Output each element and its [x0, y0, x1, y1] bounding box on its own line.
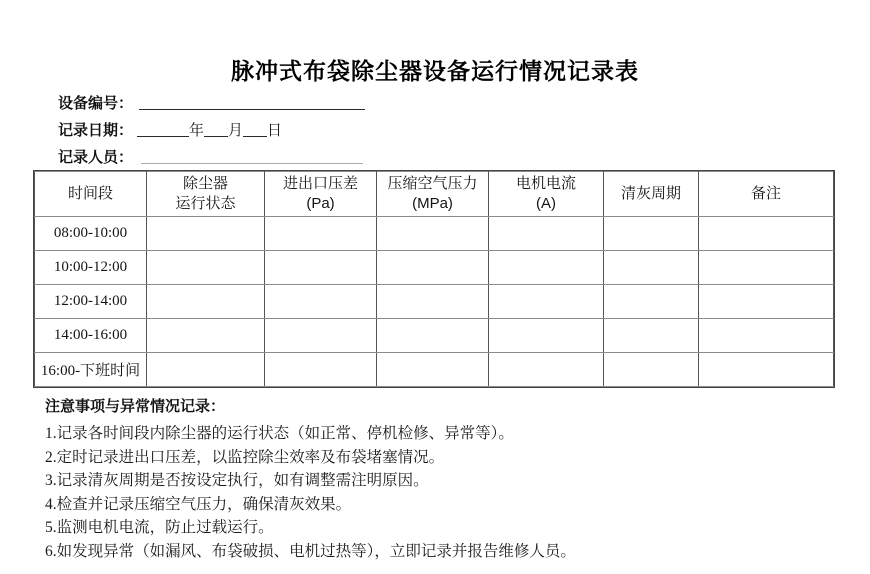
motor-current-cell [489, 285, 604, 319]
recorder-field [58, 146, 363, 166]
status-cell [147, 285, 265, 319]
cleaning-cycle-cell [604, 217, 699, 251]
pressure-diff-cell [265, 319, 377, 353]
table-header-row [35, 172, 834, 217]
day-suffix: 日 [267, 123, 283, 139]
remarks-cell [699, 285, 834, 319]
recorder-label: 记录人员： [58, 149, 134, 166]
cleaning-cycle-cell [604, 353, 699, 387]
pressure-diff-cell [265, 217, 377, 251]
time-period-cell: 10:00-12:00 [35, 251, 147, 285]
note-item: 3.记录清灰周期是否按设定执行，如有调整需注明原因。 [45, 472, 429, 489]
page-title: 脉冲式布袋除尘器设备运行情况记录表 [231, 59, 639, 84]
note-item: 6.如发现异常（如漏风、布袋破损、电机过热等），立即记录并报告维修人员。 [45, 542, 576, 560]
status-cell [147, 217, 265, 251]
pressure-diff-cell [265, 251, 377, 285]
year-suffix: 年 [189, 123, 205, 139]
cleaning-cycle-cell [604, 319, 699, 353]
time-period-cell: 08:00-10:00 [35, 217, 147, 251]
year-blank [137, 122, 189, 137]
remarks-cell [699, 251, 834, 285]
air-pressure-cell [377, 251, 489, 285]
note-item: 4.检查并记录压缩空气压力，确保清灰效果。 [45, 495, 352, 513]
time-period-cell: 16:00-下班时间 [35, 353, 147, 387]
col-header-remarks: 备注 [699, 172, 834, 217]
air-pressure-cell [377, 319, 489, 353]
record-date-label: 记录日期： [58, 122, 134, 139]
motor-current-cell [489, 217, 604, 251]
air-pressure-cell [377, 353, 489, 387]
col-header-status: 除尘器 运行状态 [147, 172, 265, 217]
time-period-cell: 14:00-16:00 [35, 319, 147, 353]
table-row [35, 251, 834, 285]
cleaning-cycle-cell [604, 285, 699, 319]
remarks-cell [699, 319, 834, 353]
note-item: 5.监测电机电流，防止过载运行。 [45, 519, 274, 536]
col-header-cleaning-cycle: 清灰周期 [604, 172, 699, 217]
status-cell [147, 353, 265, 387]
col-header-air-pressure: 压缩空气压力 (MPa) [377, 172, 489, 217]
table-row [35, 319, 834, 353]
notes-section [45, 395, 835, 563]
col-header-motor-current: 电机电流 (A) [489, 172, 604, 217]
device-number-label: 设备编号： [58, 95, 134, 112]
table-row [35, 217, 834, 251]
motor-current-cell [489, 319, 604, 353]
device-number-field [58, 92, 365, 112]
motor-current-cell [489, 353, 604, 387]
remarks-cell [699, 353, 834, 387]
motor-current-cell [489, 251, 604, 285]
record-date-field [58, 119, 282, 139]
note-item: 1.记录各时间段内除尘器的运行状态（如正常、停机检修、异常等）。 [45, 425, 514, 442]
day-blank [243, 122, 267, 137]
pressure-diff-cell [265, 353, 377, 387]
col-header-time: 时间段 [35, 172, 147, 217]
table-row [35, 353, 834, 387]
notes-heading: 注意事项与异常情况记录： [45, 398, 226, 415]
remarks-cell [699, 217, 834, 251]
record-table [33, 170, 835, 388]
month-suffix: 月 [228, 123, 244, 139]
table-row [35, 285, 834, 319]
air-pressure-cell [377, 217, 489, 251]
recorder-blank [141, 149, 363, 164]
status-cell [147, 319, 265, 353]
air-pressure-cell [377, 285, 489, 319]
note-item: 2.定时记录进出口压差，以监控除尘效率及布袋堵塞情况。 [45, 448, 445, 466]
month-blank [204, 122, 228, 137]
col-header-pressure-diff: 进出口压差 (Pa) [265, 172, 377, 217]
pressure-diff-cell [265, 285, 377, 319]
status-cell [147, 251, 265, 285]
device-number-blank [139, 95, 365, 110]
cleaning-cycle-cell [604, 251, 699, 285]
time-period-cell: 12:00-14:00 [35, 285, 147, 319]
